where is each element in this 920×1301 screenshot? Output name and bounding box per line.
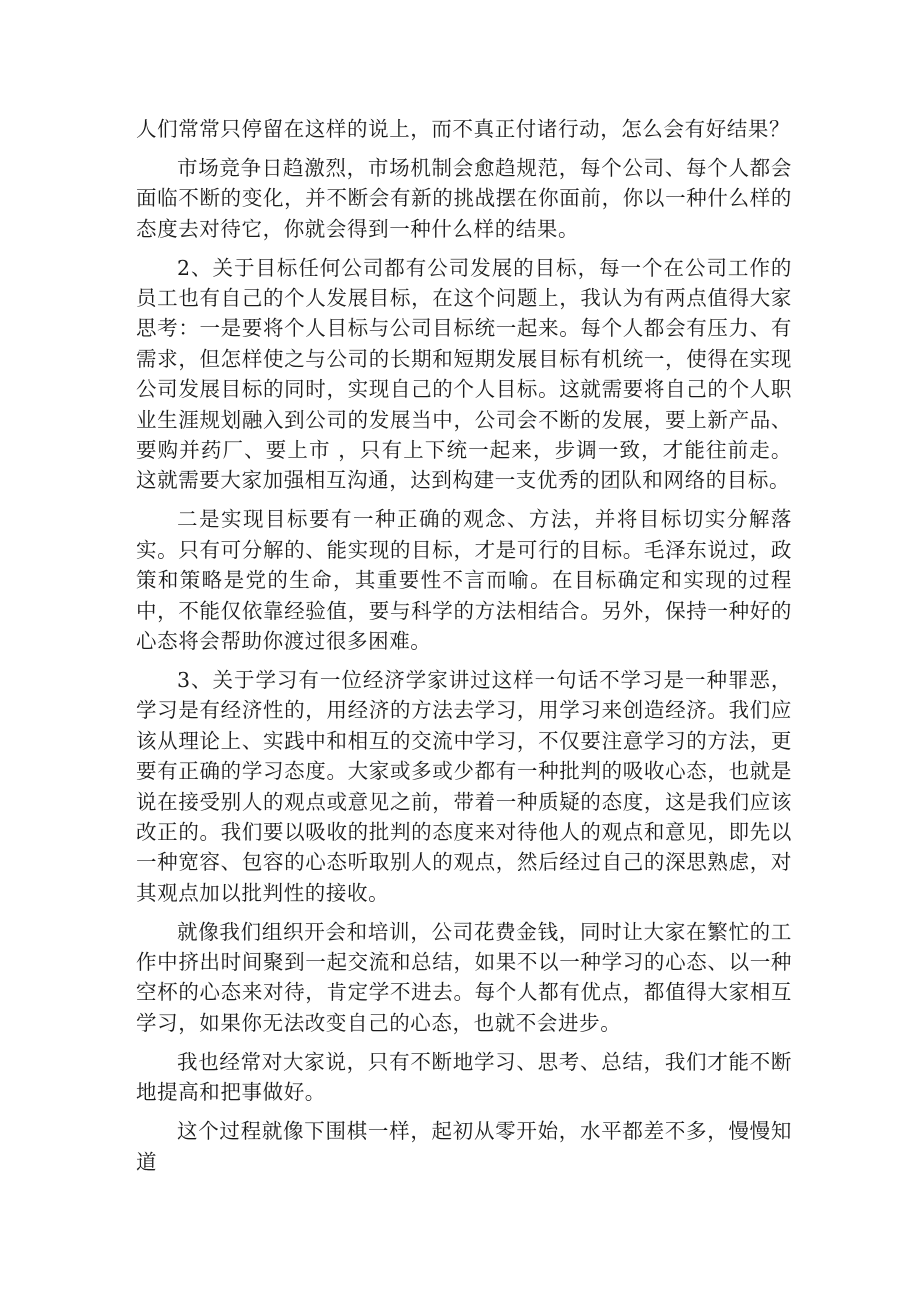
- paragraph-5: 3、关于学习有一位经济学家讲过这样一句话不学习是一种罪恶，学习是有经济性的，用经济的方法去学习，用学习来创造经济。我们应该从理论上、实践中和相互的交流中学习，不仅要注意学习的方法，更要有正确的学习态度。大家或多或少都有一种批判的吸收心态，也就是说在接受别人的观点或意见之前，带着一种质疑的态度，这是我们应该改正的。我们要以吸收的批判的态度来对待他人的观点和意见，即先以一种宽容、包容的心态听取别人的观点，然后经过自己的深思熟虑，对其观点加以批判性的接收。: [136, 667, 792, 905]
- paragraph-7: 我也经常对大家说，只有不断地学习、思考、总结，我们才能不断地提高和把事做好。: [136, 1049, 792, 1105]
- document-body: [136, 114, 792, 1185]
- paragraph-3: 2、关于目标任何公司都有公司发展的目标，每一个在公司工作的员工也有自己的个人发展目标，在这个问题上，我认为有两点值得大家思考：一是要将个人目标与公司目标统一起来。每个人都会有压力、有需求，但怎样使之与公司的长期和短期发展目标有机统一，使得在实现公司发展目标的同时，实现自己的个人目标。这就需要将自己的个人职业生涯规划融入到公司的发展当中，公司会不断的发展，要上新产品、要购并药厂、要上市 ，只有上下统一起来，步调一致，才能往前走。这就需要大家加强相互沟通，达到构建一支优秀的团队和网络的目标。: [136, 255, 792, 493]
- paragraph-1: 人们常常只停留在这样的说上，而不真正付诸行动，怎么会有好结果？: [136, 117, 791, 141]
- paragraph-4: 二是实现目标要有一种正确的观念、方法，并将目标切实分解落实。只有可分解的、能实现的目标，才是可行的目标。毛泽东说过，政策和策略是党的生命，其重要性不言而喻。在目标确定和实现的过程中，不能仅依靠经验值，要与科学的方法相结合。另外，保持一种好的心态将会帮助你渡过很多困难。: [136, 507, 792, 653]
- paragraph-6: 就像我们组织开会和培训，公司花费金钱，同时让大家在繁忙的工作中挤出时间聚到一起交流和总结，如果不以一种学习的心态、以一种空杯的心态来对待，肯定学不进去。每个人都有优点，都值得大家相互学习，如果你无法改变自己的心态，也就不会进步。: [136, 919, 792, 1035]
- paragraph-2: 市场竞争日趋激烈，市场机制会愈趋规范，每个公司、每个人都会面临不断的变化，并不断会有新的挑战摆在你面前，你以一种什么样的态度去对待它，你就会得到一种什么样的结果。: [136, 155, 792, 241]
- paragraph-8: 这个过程就像下围棋一样，起初从零开始，水平都差不多，慢慢知道: [136, 1119, 792, 1174]
